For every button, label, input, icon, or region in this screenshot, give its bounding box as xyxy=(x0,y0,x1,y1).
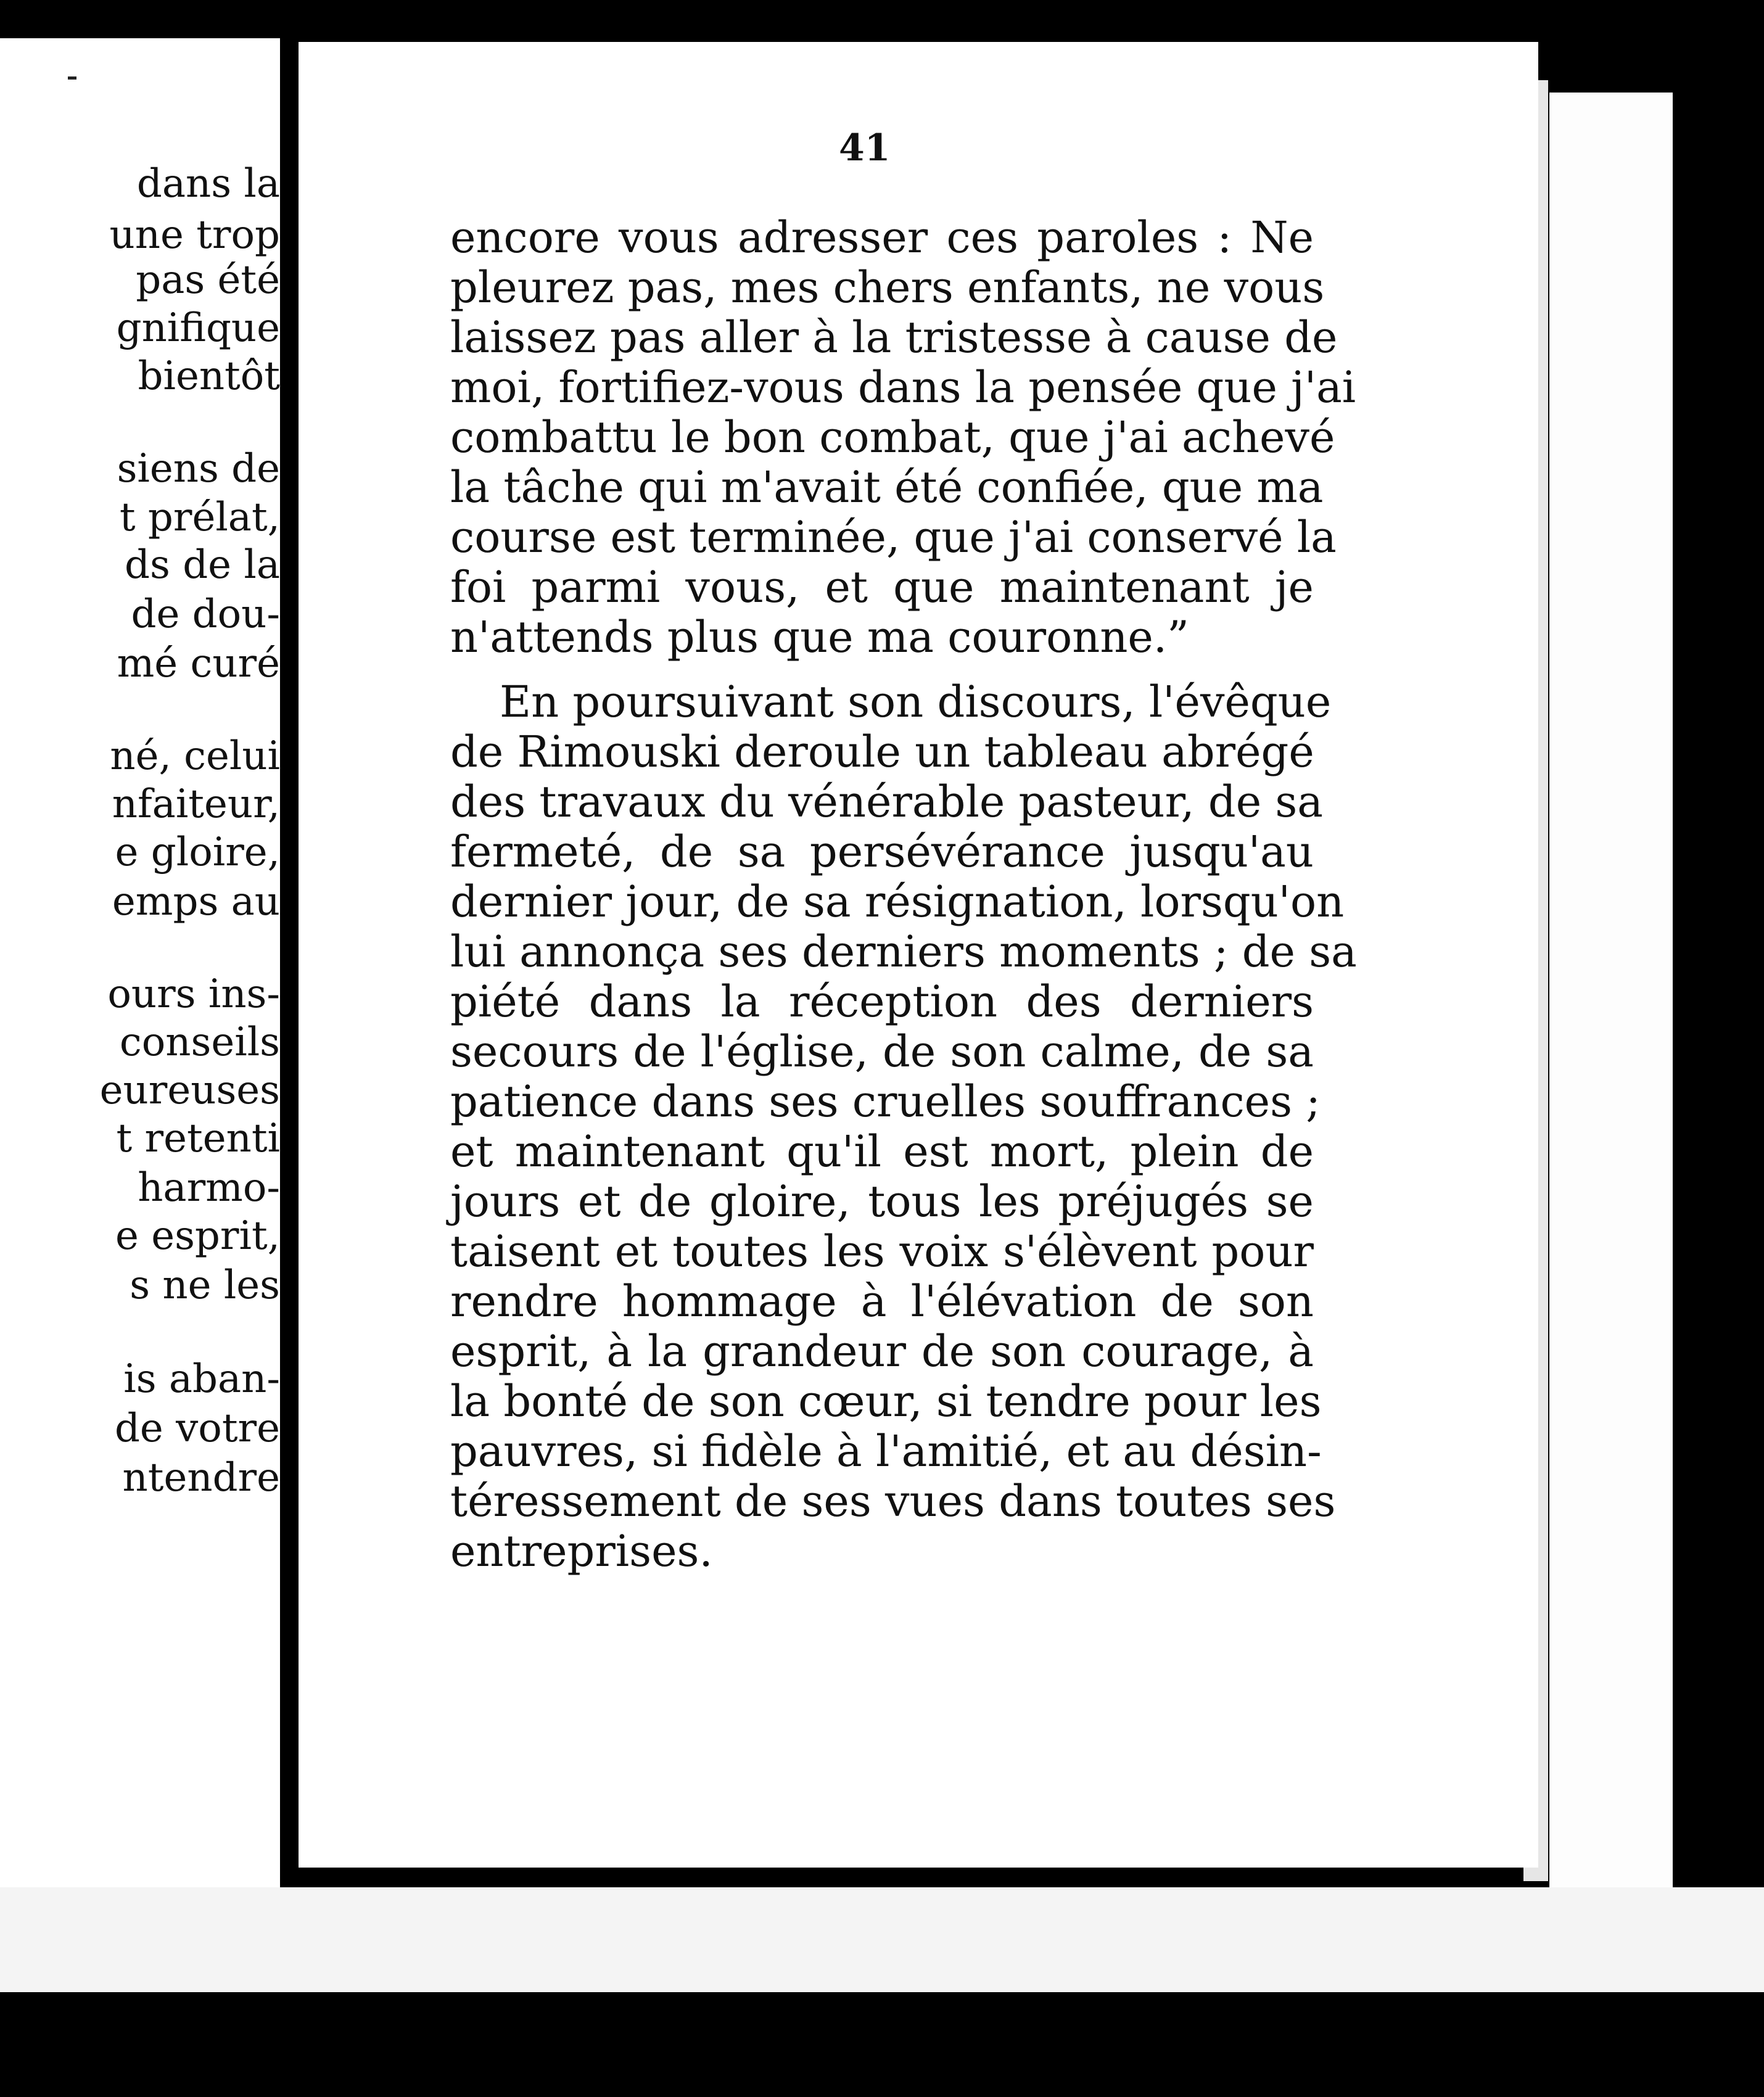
left-page-line: emps au xyxy=(112,879,280,925)
left-page-line: de dou- xyxy=(131,591,280,637)
text-line: jours et de gloire, tous les préjugés se xyxy=(450,1176,1314,1227)
text-line: dernier jour, de sa résignation, lorsqu'on xyxy=(450,876,1345,927)
left-page-line: e gloire, xyxy=(115,830,280,875)
left-page-line: siens de xyxy=(117,446,280,492)
page-stack-edge xyxy=(1549,93,1673,1992)
text-line: lui annonça ses derniers moments ; de sa xyxy=(450,926,1357,977)
text-line: taisent et toutes les voix s'élèvent pour xyxy=(450,1226,1314,1277)
left-page-line: t prélat, xyxy=(119,495,280,540)
left-page-line: e esprit, xyxy=(115,1213,280,1259)
text-line: pleurez pas, mes chers enfants, ne vous xyxy=(450,262,1325,313)
left-page-line: pas été xyxy=(136,257,280,303)
text-line: course est terminée, que j'ai conservé la xyxy=(450,512,1337,562)
bottom-page-edge xyxy=(0,1887,1764,1992)
text-line: patience dans ses cruelles souffrances ; xyxy=(450,1076,1321,1127)
left-page-line: ours ins- xyxy=(107,971,280,1017)
left-page-line: dans la xyxy=(136,161,280,207)
left-page-line: s ne les xyxy=(130,1263,280,1308)
text-line: téressement de ses vues dans toutes ses xyxy=(450,1476,1336,1526)
left-page-fragment xyxy=(0,38,280,1889)
text-line: pauvres, si fidèle à l'amitié, et au désin- xyxy=(450,1426,1322,1477)
left-page-line: t retenti xyxy=(116,1116,280,1161)
left-page-line: nfaiteur, xyxy=(112,781,280,827)
paragraph-1 xyxy=(450,212,1356,662)
left-page-line: de votre xyxy=(114,1406,280,1451)
left-page-text xyxy=(0,38,280,1889)
text-line: de Rimouski deroule un tableau abrégé xyxy=(450,727,1314,777)
text-line: entreprises. xyxy=(450,1526,713,1576)
left-page-line: mé curé xyxy=(117,641,280,686)
left-page-line: conseils xyxy=(119,1020,280,1065)
text-line: la tâche qui m'avait été confiée, que ma xyxy=(450,462,1324,513)
text-line: fermeté, de sa persévérance jusqu'au xyxy=(450,826,1314,877)
left-page-line: gnifique xyxy=(116,305,280,351)
text-line: rendre hommage à l'élévation de son xyxy=(450,1276,1314,1327)
text-line: moi, fortifiez-vous dans la pensée que j'ai xyxy=(450,362,1356,413)
left-page-line: une trop xyxy=(109,212,280,258)
text-line: esprit, à la grandeur de son courage, à xyxy=(450,1326,1314,1377)
text-line: n'attends plus que ma couronne.” xyxy=(450,612,1189,662)
text-line: la bonté de son cœur, si tendre pour les xyxy=(450,1376,1322,1427)
page-number: 41 xyxy=(839,126,891,170)
text-line: et maintenant qu'il est mort, plein de xyxy=(450,1126,1314,1177)
text-line: encore vous adresser ces paroles : Ne xyxy=(450,212,1314,263)
text-line: secours de l'église, de son calme, de sa xyxy=(450,1026,1314,1077)
left-page-line: né, celui xyxy=(110,733,280,779)
text-line: laissez pas aller à la tristesse à cause de xyxy=(450,312,1338,363)
left-page-line: bientôt xyxy=(138,353,280,399)
left-page-line: eureuses xyxy=(99,1068,280,1113)
left-page-line: is aban- xyxy=(123,1356,280,1402)
text-line: des travaux du vénérable pasteur, de sa xyxy=(450,777,1324,827)
paragraph-2 xyxy=(450,677,1357,1576)
left-page-line: ds de la xyxy=(125,542,280,588)
text-line: piété dans la réception des derniers xyxy=(450,976,1314,1027)
left-page-line: harmo- xyxy=(138,1165,280,1211)
text-line: foi parmi vous, et que maintenant je xyxy=(450,562,1314,612)
left-page-line: ntendre xyxy=(122,1455,280,1501)
text-line: En poursuivant son discours, l'évêque xyxy=(500,677,1332,727)
text-line: combattu le bon combat, que j'ai achevé xyxy=(450,412,1335,463)
